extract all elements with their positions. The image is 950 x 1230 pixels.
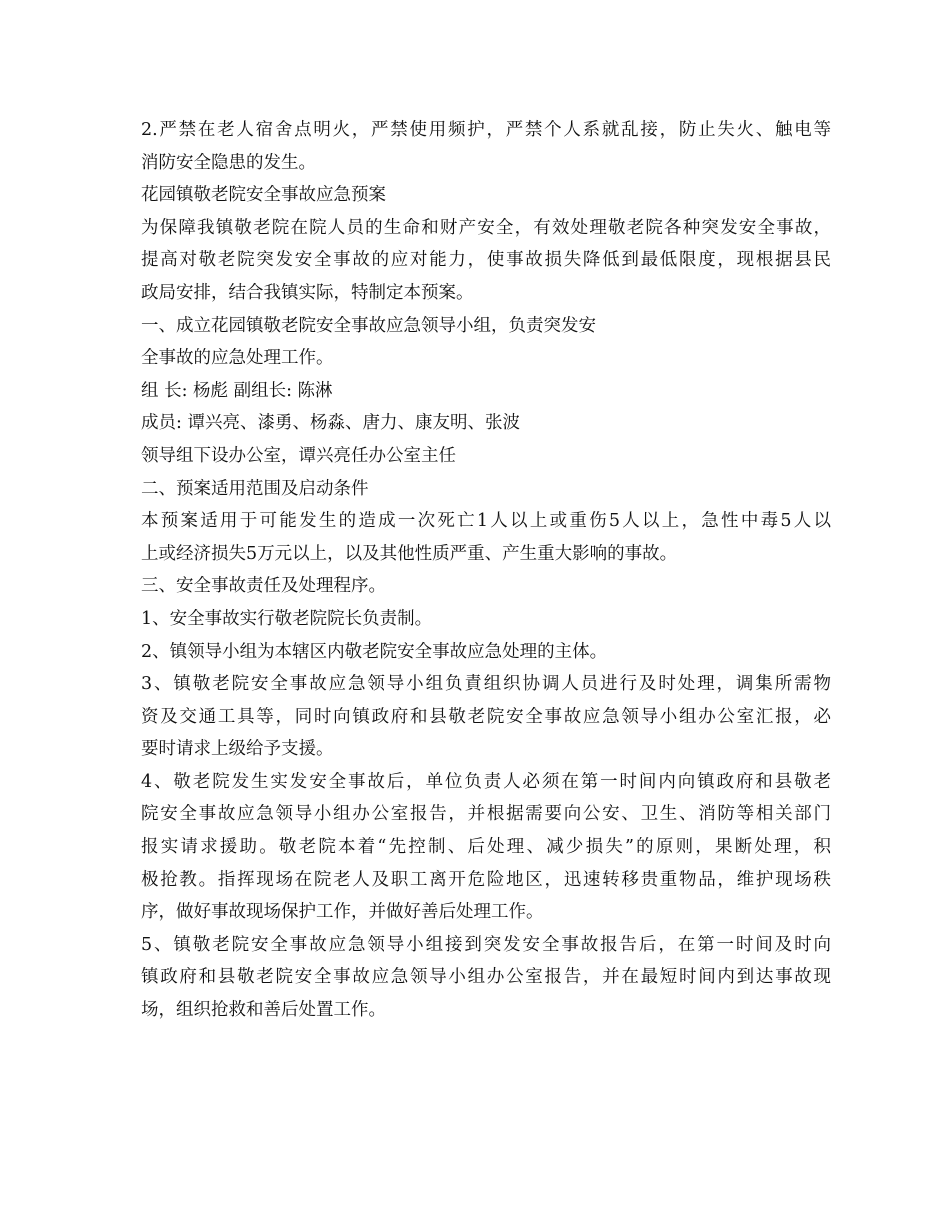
- text-line: 4、敬老院发生实发安全事故后，单位负责人必须在第一时间内向镇政府和县敬老: [141, 771, 831, 792]
- text-line: 3、镇敬老院安全事故应急领导小组负責组织协调人员进行及时处理，调集所需物: [141, 674, 831, 695]
- text-line: 二、预案适用范围及启动条件: [141, 478, 369, 499]
- text-line: 资及交通工具等，同时向镇政府和县敬老院安全事故应急领导小组办公室汇报，必: [141, 706, 831, 727]
- text-line: 全事故的应急处理工作。: [141, 348, 334, 369]
- text-line: 镇政府和县敬老院安全事故应急领导小组办公室报告，并在最短时间内到达事故现: [141, 967, 831, 988]
- text-line: 要时请求上级给予支援。: [141, 739, 334, 760]
- text-line: 一、成立花园镇敬老院安全事故应急领导小组，负责突发安: [141, 315, 596, 336]
- text-line: 政局安排，结合我镇实际，特制定本预案。: [141, 282, 474, 303]
- text-line: 花园镇敬老院安全事故应急预案: [141, 185, 386, 206]
- text-line: 组 长: 杨彪 副组长: 陈淋: [141, 380, 333, 401]
- text-line: 1、安全事故实行敬老院院长负责制。: [141, 608, 433, 629]
- text-line: 5、镇敬老院安全事故应急领导小组接到突发安全事故报告后，在第一时间及时向: [141, 934, 831, 955]
- text-line: 领导组下设办公室，谭兴亮任办公室主任: [141, 445, 456, 466]
- text-line: 2、镇领导小组为本辖区内敬老院安全事故应急处理的主体。: [141, 641, 608, 662]
- text-line: 成员: 谭兴亮、漆勇、杨淼、唐力、康友明、张波: [141, 413, 520, 434]
- text-line: 序，做好事故现场保护工作，并做好善后处理工作。: [141, 902, 544, 923]
- text-line: 提高对敬老院突发安全事故的应对能力，使事故损失降低到最低限度，现根据县民: [141, 250, 831, 271]
- text-line: 场，组织抢救和善后处置工作。: [141, 1000, 386, 1021]
- text-line: 三、安全事故责任及处理程序。: [141, 576, 386, 597]
- text-line: 报实请求援助。敬老院本着“先控制、后处理、减少损失”的原则，果断处理，积: [141, 837, 831, 858]
- text-line: 上或经济损失5万元以上，以及其他性质严重、产生重大影响的事故。: [141, 543, 678, 564]
- text-line: 消防安全隐患的发生。: [141, 152, 316, 173]
- text-line: 2.严禁在老人宿舍点明火，严禁使用频护，严禁个人系就乱接，防止失火、触电等: [141, 120, 831, 140]
- text-line: 极抢教。指挥现场在院老人及职工离开危险地区，迅速转移贵重物品，维护现场秩: [141, 869, 831, 890]
- document-body: [141, 114, 831, 1027]
- text-line: 本预案适用于可能发生的造成一次死亡1人以上或重伤5人以上，急性中毒5人以: [141, 511, 831, 532]
- text-line: 院安全事故应急领导小组办公室报告，并根据需要向公安、卫生、消防等相关部门: [141, 804, 831, 825]
- text-line: 为保障我镇敬老院在院人员的生命和财产安全，有效处理敬老院各种突发安全事故，: [141, 217, 831, 238]
